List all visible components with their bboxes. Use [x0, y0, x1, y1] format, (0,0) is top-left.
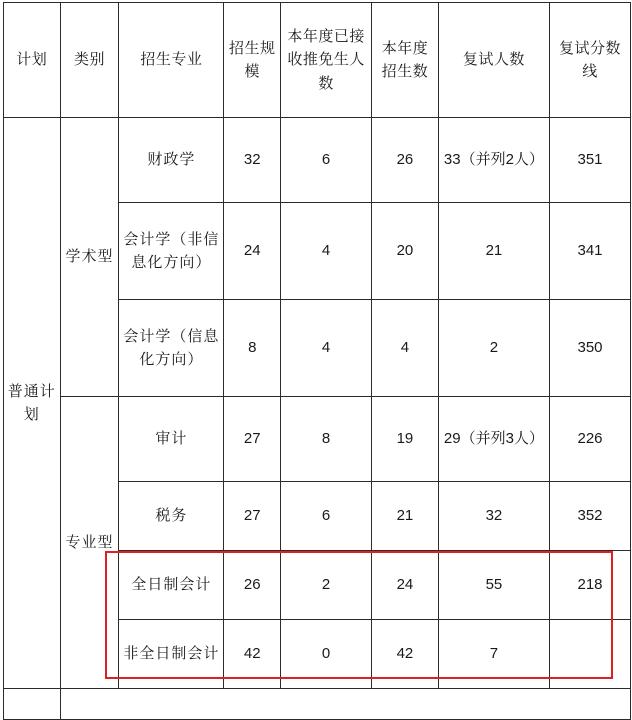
fushi-value: 2: [438, 300, 549, 397]
major-name: 会计学（信息化方向）: [119, 300, 224, 397]
footer-cell: [60, 689, 630, 720]
score-value: 226: [550, 397, 631, 482]
table-document: [0, 2, 632, 705]
score-value: 351: [550, 118, 631, 203]
scale-value: 27: [224, 482, 281, 551]
fushi-value: 33（并列2人）: [438, 118, 549, 203]
enroll-value: 19: [372, 397, 439, 482]
header-enroll: 本年度招生数: [372, 3, 439, 118]
fushi-value: 7: [438, 620, 549, 689]
major-name: 审计: [119, 397, 224, 482]
score-value: 350: [550, 300, 631, 397]
tuimian-value: 2: [281, 551, 372, 620]
enroll-value: 21: [372, 482, 439, 551]
table-row: [4, 118, 631, 203]
table-row: [4, 397, 631, 482]
score-value: 218: [550, 551, 631, 620]
major-name: 税务: [119, 482, 224, 551]
tuimian-value: 4: [281, 300, 372, 397]
fushi-value: 55: [438, 551, 549, 620]
scale-value: 26: [224, 551, 281, 620]
enroll-value: 42: [372, 620, 439, 689]
enroll-value: 4: [372, 300, 439, 397]
score-value: 341: [550, 203, 631, 300]
score-value: 352: [550, 482, 631, 551]
score-value-empty: [550, 620, 631, 689]
admissions-table: [3, 2, 631, 720]
header-fushi: 复试人数: [438, 3, 549, 118]
fushi-value: 32: [438, 482, 549, 551]
tuimian-value: 4: [281, 203, 372, 300]
header-score: 复试分数线: [550, 3, 631, 118]
major-name: 会计学（非信息化方向）: [119, 203, 224, 300]
tuimian-value: 6: [281, 482, 372, 551]
enroll-value: 20: [372, 203, 439, 300]
major-name: 非全日制会计: [119, 620, 224, 689]
header-plan: 计划: [4, 3, 61, 118]
tuimian-value: 8: [281, 397, 372, 482]
table-header-row: [4, 3, 631, 118]
tuimian-value: 0: [281, 620, 372, 689]
scale-value: 42: [224, 620, 281, 689]
enroll-value: 26: [372, 118, 439, 203]
fushi-value: 21: [438, 203, 549, 300]
header-scale: 招生规模: [224, 3, 281, 118]
header-category: 类别: [60, 3, 119, 118]
major-name: 财政学: [119, 118, 224, 203]
category-cell-academic: 学术型: [60, 118, 119, 397]
header-major: 招生专业: [119, 3, 224, 118]
scale-value: 27: [224, 397, 281, 482]
table-footer-strip: [4, 689, 631, 720]
category-cell-professional: 专业型: [60, 397, 119, 689]
scale-value: 32: [224, 118, 281, 203]
plan-cell-normal: 普通计划: [4, 118, 61, 689]
tuimian-value: 6: [281, 118, 372, 203]
fushi-value: 29（并列3人）: [438, 397, 549, 482]
enroll-value: 24: [372, 551, 439, 620]
scale-value: 8: [224, 300, 281, 397]
header-tuimian: 本年度已接收推免生人数: [281, 3, 372, 118]
footer-cell: [4, 689, 61, 720]
scale-value: 24: [224, 203, 281, 300]
major-name: 全日制会计: [119, 551, 224, 620]
